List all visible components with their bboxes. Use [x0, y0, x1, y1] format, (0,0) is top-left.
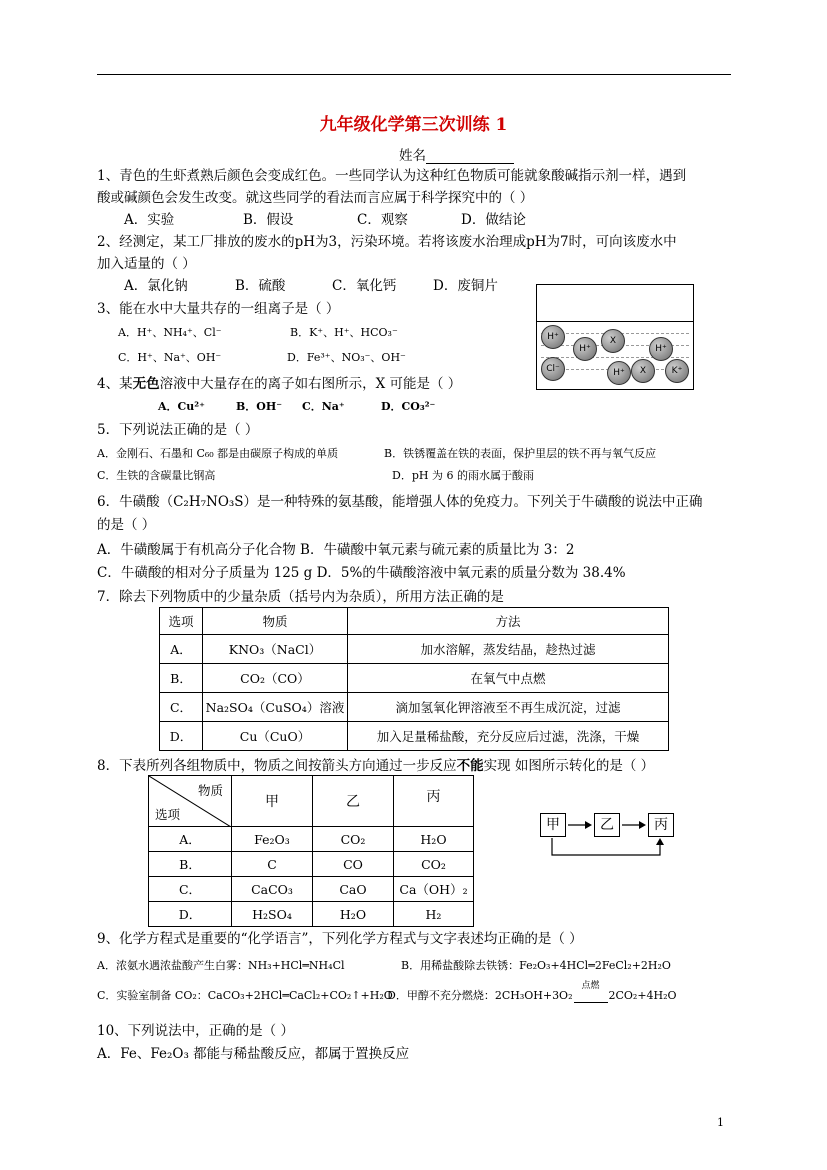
ion-particle: X — [601, 329, 625, 353]
table-row — [160, 635, 669, 664]
name-label: 姓名 — [399, 148, 426, 164]
table-header: 方法 — [348, 608, 669, 635]
q4-emphasis: 无色 — [132, 376, 160, 392]
page-number: 1 — [717, 1116, 724, 1129]
q6-line3: A．牛磺酸属于有机高分子化合物 B．牛磺酸中氧元素与硫元素的质量比为 3：2 — [97, 542, 575, 558]
table-cell: H₂ — [394, 902, 474, 927]
q6-line1: 6．牛磺酸（C₂H₇NO₃S）是一种特殊的氨基酸，能增强人体的免疫力。下列关于牛磺酸的说法中正确 — [97, 494, 703, 510]
ion-particle: X — [631, 359, 655, 383]
ion-particle: H⁺ — [607, 361, 631, 385]
q1-option-b: B．假设 — [243, 212, 294, 228]
table-cell: CO₂ — [313, 827, 394, 852]
table-header-row — [160, 608, 669, 635]
q5-option-a: A．金刚石、石墨和 C₆₀ 都是由碳原子构成的单质 — [97, 447, 339, 460]
table-cell: A． — [149, 827, 232, 852]
table-cell: A． — [160, 635, 203, 664]
table-cell: 滴加氢氧化钾溶液至不再生成沉淀，过滤 — [348, 693, 669, 722]
ion-particle: Cl⁻ — [541, 357, 565, 381]
table-header: 丙 — [394, 776, 474, 827]
q10-line1: 10、下列说法中，正确的是（ ） — [97, 1023, 294, 1039]
q8-table — [148, 775, 474, 927]
q4-option-c: C．Na⁺ — [302, 400, 345, 413]
q4-option-a: A．Cu²⁺ — [158, 400, 205, 413]
diagram-box-bing: 丙 — [648, 813, 674, 837]
q1-line1: 1、青色的生虾煮熟后颜色会变成红色。一些同学认为这种红色物质可能就象酸碱指示剂一样，遇到 — [97, 168, 687, 184]
q8-line: 8．下表所列各组物质中，物质之间按箭头方向通过一步反应不能实现 如图所示转化的是（ ） — [97, 758, 655, 774]
ion-particle: H⁺ — [541, 325, 565, 349]
table-cell: Cu（CuO） — [203, 722, 348, 751]
table-cell: Fe₂O₃ — [232, 827, 313, 852]
q9-line1: 9、化学方程式是重要的“化学语言”，下列化学方程式与文字表述均正确的是（ ） — [97, 931, 583, 947]
table-header-row — [149, 776, 474, 827]
table-cell: 加水溶解，蒸发结晶，趁热过滤 — [348, 635, 669, 664]
table-cell: D． — [160, 722, 203, 751]
q5-option-c: C．生铁的含碳量比钢高 — [97, 469, 216, 482]
table-cell: B． — [160, 664, 203, 693]
table-row — [149, 827, 474, 852]
q3-line1: 3、能在水中大量共存的一组离子是（ ） — [97, 301, 340, 317]
q8-emphasis: 不能 — [456, 758, 484, 774]
q3-option-a: A．H⁺、NH₄⁺、Cl⁻ — [118, 326, 222, 339]
diagram-arrows — [530, 805, 690, 865]
table-cell: H₂O — [394, 827, 474, 852]
table-row — [149, 902, 474, 927]
page-title: 九年级化学第三次训练 1 — [319, 115, 508, 135]
q1-option-a: A．实验 — [124, 212, 175, 228]
corner-bottom-label: 选项 — [155, 807, 181, 822]
ion-particle: K⁺ — [665, 359, 689, 383]
table-cell: C — [232, 852, 313, 877]
table-row — [149, 852, 474, 877]
table-cell: B． — [149, 852, 232, 877]
q9-option-b: B．用稀盐酸除去铁锈：Fe₂O₃+4HCl═2FeCl₂+2H₂O — [401, 959, 671, 972]
corner-top-label: 物质 — [197, 783, 223, 798]
table-cell: CaO — [313, 877, 394, 902]
q9-option-c: C．实验室制备 CO₂：CaCO₃+2HCl═CaCl₂+CO₂↑+H₂O — [97, 989, 393, 1002]
table-row — [149, 877, 474, 902]
reaction-condition: 点燃 — [574, 989, 608, 1003]
header-rule — [97, 74, 731, 75]
table-cell: CO — [313, 852, 394, 877]
table-row — [160, 664, 669, 693]
q10-option-a: A．Fe、Fe₂O₃ 都能与稀盐酸反应，都属于置换反应 — [97, 1046, 410, 1062]
table-cell: KNO₃（NaCl） — [203, 635, 348, 664]
table-cell: Ca（OH）₂ — [394, 877, 474, 902]
q3-option-c: C．H⁺、Na⁺、OH⁻ — [118, 351, 222, 364]
q4-option-d: D．CO₃²⁻ — [381, 400, 436, 413]
q2-option-b: B．硫酸 — [235, 278, 286, 294]
q1-line2: 酸或碱颜色会发生改变。就这些同学的看法而言应属于科学探究中的（ ） — [97, 190, 534, 206]
q2-option-a: A．氯化钠 — [124, 278, 188, 294]
table-cell: CaCO₃ — [232, 877, 313, 902]
ion-beaker-figure — [536, 284, 694, 390]
table-header: 乙 — [313, 776, 394, 827]
table-cell: H₂SO₄ — [232, 902, 313, 927]
q9-option-d: D．甲醇不充分燃烧：2CH₃OH+3O₂ 点燃 2CO₂+4H₂O — [387, 981, 677, 1002]
table-header: 选项 — [160, 608, 203, 635]
ion-particle: H⁺ — [649, 337, 673, 361]
q7-line1: 7．除去下列物质中的少量杂质（括号内为杂质），所用方法正确的是 — [97, 589, 504, 605]
table-cell: 在氧气中点燃 — [348, 664, 669, 693]
q6-line4: C．牛磺酸的相对分子质量为 125 g D．5%的牛磺酸溶液中氧元素的质量分数为 38.4% — [97, 565, 626, 581]
q4-line: 4、某无色溶液中大量存在的离子如右图所示，X 可能是（ ） — [97, 376, 462, 392]
q2-line2: 加入适量的（ ） — [97, 256, 196, 272]
diagram-box-yi: 乙 — [594, 813, 620, 837]
q1-option-d: D．做结论 — [461, 212, 526, 228]
table-header: 物质 — [203, 608, 348, 635]
ion-particle: H⁺ — [573, 337, 597, 361]
q2-option-d: D．废铜片 — [433, 278, 498, 294]
table-cell: CO₂（CO） — [203, 664, 348, 693]
q7-table — [159, 607, 669, 751]
q4-option-b: B．OH⁻ — [236, 400, 283, 413]
table-header: 甲 — [232, 776, 313, 827]
table-row — [160, 693, 669, 722]
q5-option-b: B．铁锈覆盖在铁的表面，保护里层的铁不再与氧气反应 — [384, 447, 657, 460]
q2-line1: 2、经测定，某工厂排放的废水的pH为3，污染环境。若将该废水治理成pH为7时，可向该废水中 — [97, 234, 677, 250]
liquid-surface — [537, 321, 693, 322]
q3-option-d: D．Fe³⁺、NO₃⁻、OH⁻ — [287, 351, 406, 364]
q2-option-c: C．氧化钙 — [332, 278, 397, 294]
table-cell: C． — [149, 877, 232, 902]
table-cell: C． — [160, 693, 203, 722]
q5-line1: 5．下列说法正确的是（ ） — [97, 422, 259, 438]
table-cell: D． — [149, 902, 232, 927]
corner-cell — [149, 776, 232, 827]
table-row — [160, 722, 669, 751]
q6-line2: 的是（ ） — [97, 517, 156, 533]
q9-option-a: A．浓氨水遇浓盐酸产生白雾：NH₃+HCl═NH₄Cl — [97, 959, 345, 972]
table-cell: H₂O — [313, 902, 394, 927]
q1-option-c: C．观察 — [357, 212, 408, 228]
q3-option-b: B．K⁺、H⁺、HCO₃⁻ — [290, 326, 398, 339]
q5-option-d: D．pH 为 6 的雨水属于酸雨 — [392, 469, 534, 482]
diagram-box-jia: 甲 — [540, 813, 566, 837]
table-cell: Na₂SO₄（CuSO₄）溶液 — [203, 693, 348, 722]
table-cell: CO₂ — [394, 852, 474, 877]
name-field[interactable] — [399, 144, 514, 164]
name-blank[interactable] — [426, 149, 514, 164]
table-cell: 加入足量稀盐酸，充分反应后过滤，洗涤，干燥 — [348, 722, 669, 751]
